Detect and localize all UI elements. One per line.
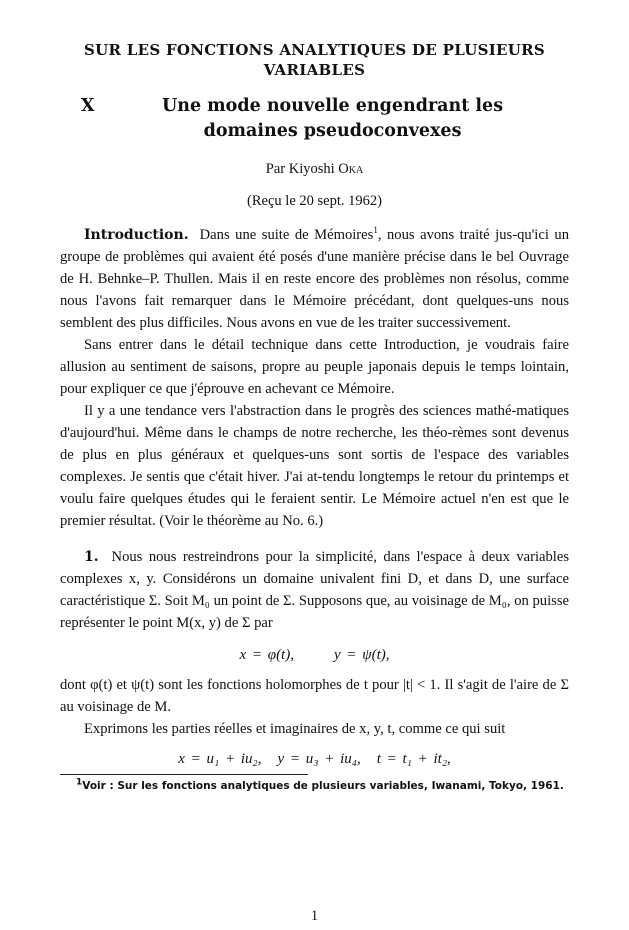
eq2-b: y = u₃ + iu₄, (277, 751, 361, 767)
intro-paragraph-3: Il y a une tendance vers l'abstraction dans le progrès des sciences mathé-matiques d'aujourd'hui. Même dans le champs de notre recherche, les théo-rèmes sont devenus de plus en plus généraux et quelques-uns sont sortis de l'espace des variables complexes. Je sentis que c'était hiver. J'ai at-tendu longtemps le retour du printemps et voulu faire quelques études qui le feraient sentir. Le Mémoire actuel n'en est que le premier résultat. (Voir le théorème au No. 6.) (60, 403, 569, 529)
section1-paragraph-1 (60, 546, 569, 634)
author-prefix: Par Kiyoshi (265, 161, 339, 177)
intro-paragraph-2: Sans entrer dans le détail technique dans cette Introduction, je voudrais faire allusion au sentiment de saisons, propre au peuple japonais depuis le temps lointain, pour expliquer ce que j'éprouve en achevant ce Mémoire. (60, 337, 569, 397)
eq2-c: t = t₁ + it₂, (376, 751, 451, 767)
intro-paragraph-1 (60, 224, 569, 334)
eq1-right: y = ψ(t), (333, 647, 390, 663)
footnote (60, 779, 569, 793)
author-name: Oka (338, 161, 364, 177)
page (60, 40, 569, 793)
section1-paragraph-2: dont φ(t) et ψ(t) sont les fonctions holomorphes de t pour |t| < 1. Il s'agit de l'aire de Σ au voisinage de M. (60, 677, 569, 715)
footnote-mark: 1 (76, 777, 83, 788)
subtitle-text: Une mode nouvelle engendrant les domaines pseudoconvexes (161, 96, 504, 141)
eq1-left: x = φ(t), (239, 647, 294, 663)
section-number: X (80, 96, 95, 116)
footnote-ref: 1 (373, 225, 378, 236)
intro-lead: Introduction. (84, 227, 189, 243)
equation-1 (60, 644, 569, 666)
section1-p1: Nous nous restreindrons pour la simplicité, dans l'espace à deux variables complexes x, y. Considérons un domaine univalent fini D, et dans D, une surface caractéristique Σ. Soit M₀ un point de Σ. Supposons que, au voisinage de M₀, on puisse représenter le point M(x, y) de Σ par (60, 549, 570, 631)
page-number: 1 (310, 908, 319, 924)
footnote-text: Voir : Sur les fonctions analytiques de plusieurs variables, Iwanami, Tokyo, 1961. (82, 780, 564, 792)
body-text (60, 224, 569, 770)
received-date: (Reçu le 20 sept. 1962) (247, 193, 382, 209)
section1-number: 1. (84, 549, 99, 565)
author-line (60, 160, 569, 178)
paper-title: SUR LES FONCTIONS ANALYTIQUES DE PLUSIEURS VARIABLES (83, 41, 546, 79)
intro-p1-b: , nous avons traité jus-qu'ici un groupe de problèmes qui avaient été posés d'une manière précise dans le bel Ouvrage de H. Behnke–P. Thullen. Mais il en reste encore des problèmes non résolus, comme nous l'avons fait remarquer dans le Mémoire précédant, dont quelques-uns nous semblent des plus difficiles. Nous avons en vue de les traiter successivement. (60, 227, 570, 331)
footnote-rule (60, 774, 308, 775)
equation-2 (60, 748, 569, 770)
intro-p1-a: Dans une suite de Mémoires (199, 227, 374, 243)
section1-paragraph-3: Exprimons les parties réelles et imaginaires de x, y, t, comme ce qui suit (84, 721, 506, 737)
eq2-a: x = u₁ + iu₂, (178, 751, 262, 767)
paper-subtitle (60, 94, 569, 144)
